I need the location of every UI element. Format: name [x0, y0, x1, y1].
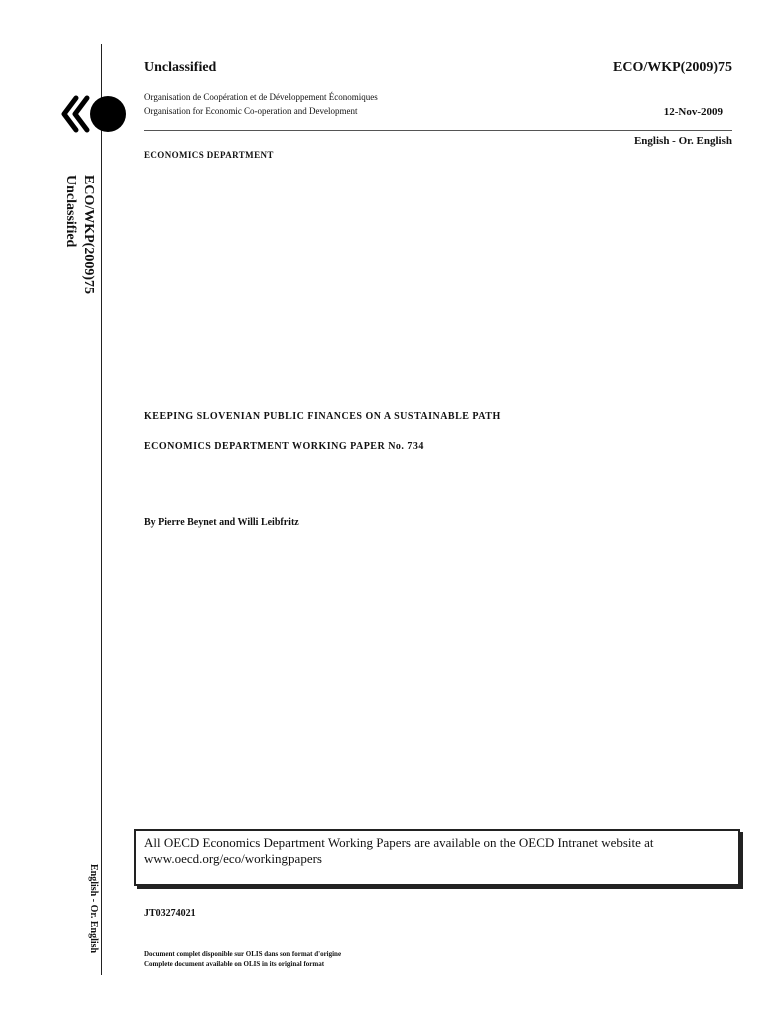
jt-number: JT03274021 [144, 908, 196, 919]
department-label: ECONOMICS DEPARTMENT [144, 150, 274, 160]
footnote-english: Complete document available on OLIS in its original format [144, 960, 325, 968]
notice-box [134, 829, 740, 886]
sidebar-classification: Unclassified [63, 175, 78, 248]
oecd-logo-icon [56, 90, 128, 140]
header-divider [144, 130, 732, 131]
document-language: English - Or. English [633, 135, 732, 147]
paper-authors: By Pierre Beynet and Willi Leibfritz [144, 517, 299, 528]
paper-title: KEEPING SLOVENIAN PUBLIC FINANCES ON A SUSTAINABLE PATH [144, 411, 501, 422]
margin-rule [101, 44, 102, 975]
document-code: ECO/WKP(2009)75 [613, 60, 732, 75]
sidebar-language: English - Or. English [88, 864, 99, 954]
notice-text: All OECD Economics Department Working Papers are available on the OECD Intranet website at www.oecd.org/eco/workingpapers [144, 835, 654, 866]
classification-label: Unclassified [144, 60, 217, 75]
sidebar-document-code: ECO/WKP(2009)75 [81, 175, 96, 294]
org-name-english: Organisation for Economic Co-operation and Development [144, 106, 358, 116]
footnote-french: Document complet disponible sur OLIS dans son format d'origine [144, 950, 342, 958]
paper-series: ECONOMICS DEPARTMENT WORKING PAPER No. 734 [144, 441, 424, 452]
document-date: 12-Nov-2009 [663, 106, 723, 118]
org-name-french: Organisation de Coopération et de Développement Économiques [144, 92, 378, 102]
